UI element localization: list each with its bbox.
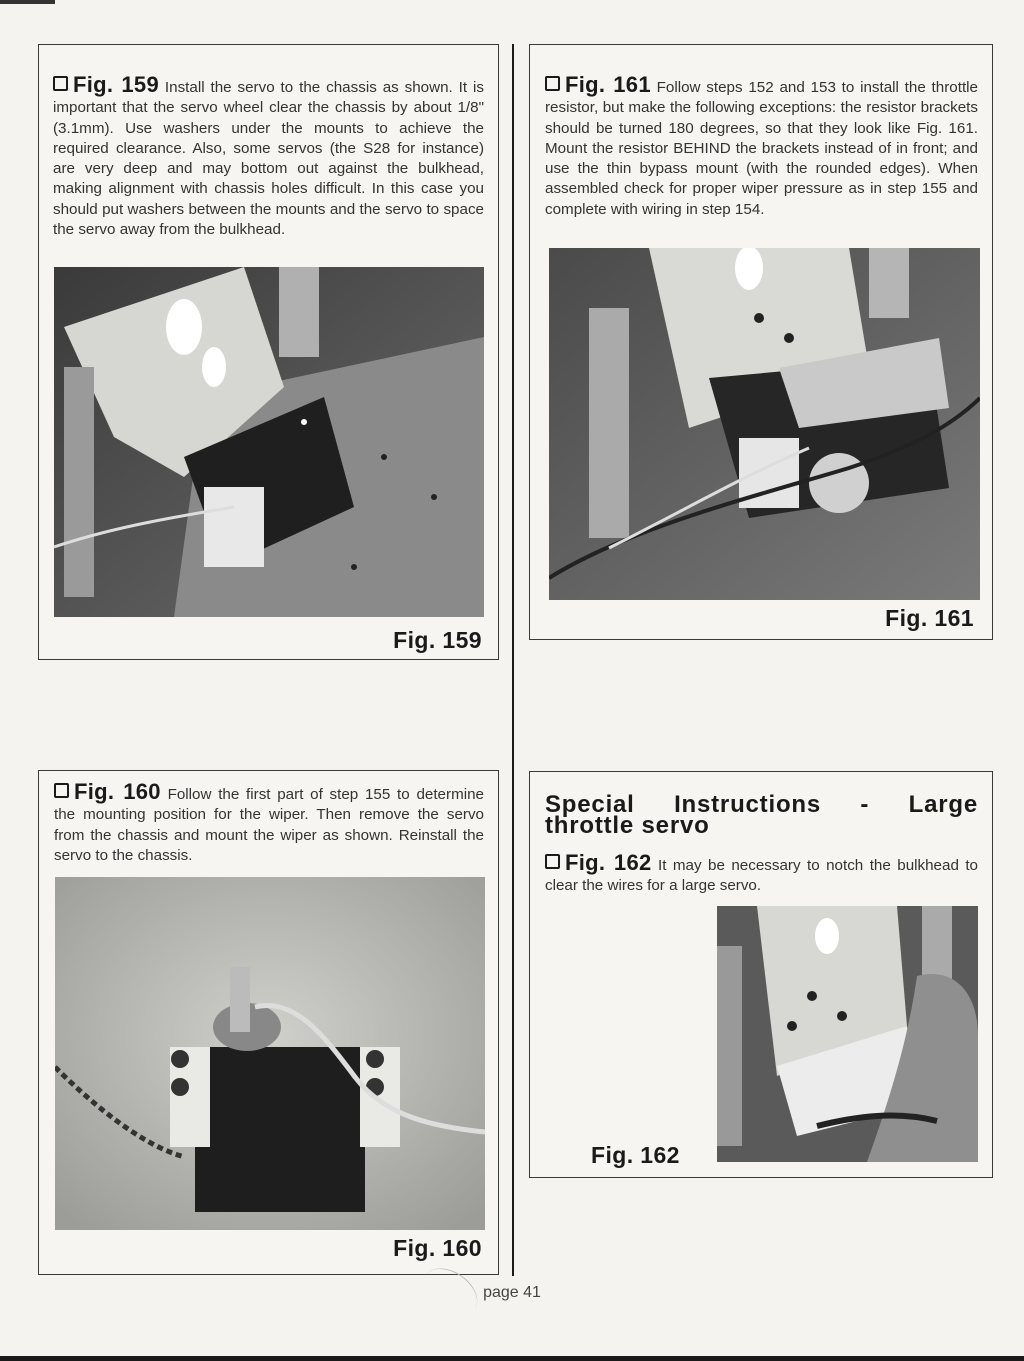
fig-159-body: Install the servo to the chassis as shown. It is important that the servo wheel clear the chassis by about 1/8" (3.1mm). Use washers under the mounts to achieve the required clearance. Also, some servos (the S28 for instance) are very deep and may bottom out against the bulkhead, making alignment with chassis holes difficult. In this case you should put washers between the mounts and the servo to space the servo away from the bulkhead. xyxy=(53,79,484,239)
fig-161-label: Fig. 161 xyxy=(565,72,651,97)
column-divider xyxy=(512,44,514,1276)
checkbox-icon xyxy=(545,854,560,869)
fig-160-body: Follow the first part of step 155 to determine the mounting position for the wiper. Then remove the servo from the chassis and mount the wiper as shown. Reinstall the servo to the chassis. xyxy=(54,786,484,864)
fig-159-label: Fig. 159 xyxy=(73,72,160,97)
fig-162-photo xyxy=(717,906,978,1162)
fig-162-label: Fig. 162 xyxy=(565,850,652,875)
fig-160-label: Fig. 160 xyxy=(74,779,161,804)
fig-162-caption: Fig. 162 xyxy=(591,1142,680,1168)
top-edge-mark xyxy=(0,0,55,4)
fig-160-caption: Fig. 160 xyxy=(393,1235,482,1261)
fig-161-caption: Fig. 161 xyxy=(885,605,974,631)
fig-162-text xyxy=(545,850,978,897)
checkbox-icon xyxy=(545,76,560,91)
page-number: page 41 xyxy=(483,1284,541,1301)
fig-162-body: It may be necessary to notch the bulkhead to clear the wires for a large servo. xyxy=(545,857,978,895)
fig-160-panel xyxy=(38,770,499,1275)
fig-159-panel xyxy=(38,44,499,660)
fig-161-panel xyxy=(529,44,993,640)
fig-159-caption: Fig. 159 xyxy=(393,627,482,653)
special-instructions-title: Special Instructions - Large throttle servo xyxy=(545,791,978,839)
fig-162-panel xyxy=(529,771,993,1178)
fig-161-text xyxy=(545,72,978,220)
fig-159-text xyxy=(53,72,484,240)
fig-160-text xyxy=(54,779,484,866)
checkbox-icon xyxy=(54,783,69,798)
fig-161-body: Follow steps 152 and 153 to install the throttle resistor, but make the following exceptions: the resistor brackets should be turned 180 degrees, so that they look like Fig. 161. Mount the resistor BEHIND the brackets instead of in front; and use the thin bypass mount (with the rounded edges). When assembled check for proper wiper pressure as in step 155 and complete with wiring in step 154. xyxy=(545,79,978,218)
checkbox-icon xyxy=(53,76,68,91)
fig-161-photo xyxy=(549,248,980,600)
bottom-edge-band xyxy=(0,1356,1024,1361)
fig-160-photo xyxy=(55,877,485,1230)
fig-159-photo xyxy=(54,267,484,617)
